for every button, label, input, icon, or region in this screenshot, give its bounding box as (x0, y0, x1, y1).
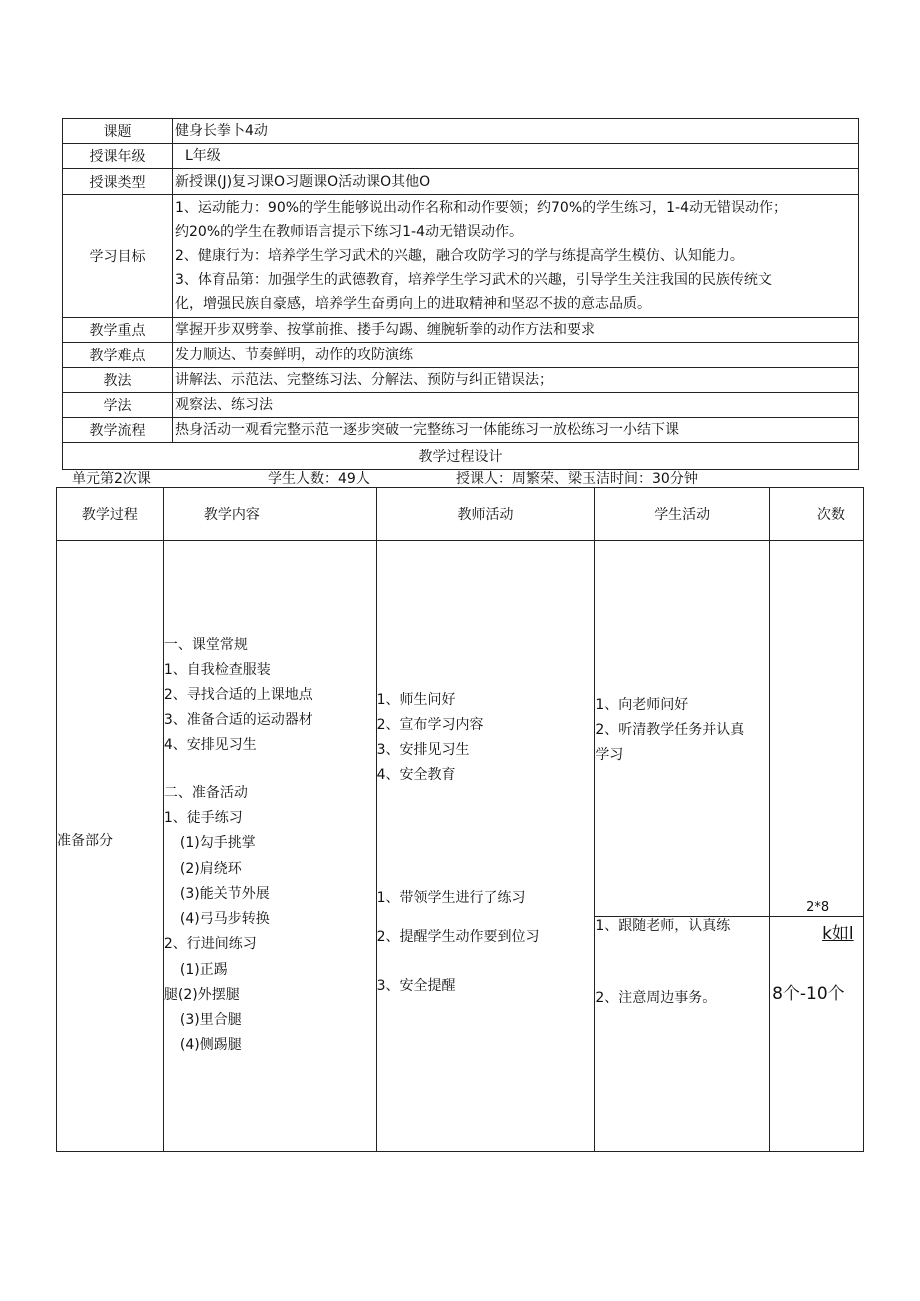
count-line: k如l (822, 924, 854, 944)
phase-label: 准备部分 (57, 833, 113, 849)
objective-line: 约20%的学生在教师语言提示下练习1-4动无错误动作。 (175, 224, 523, 240)
value-lesson-type: 新授课(J)复习课O习题课O活动课O其他O (173, 169, 859, 195)
objective-line: 化，增强民族自豪感，培养学生奋勇向上的进取精神和坚忍不拔的意志品质。 (175, 296, 651, 312)
label-topic: 课题 (63, 119, 173, 144)
value-difficulties: 发力顺达、节奏鲜明，动作的攻防演练 (173, 343, 859, 368)
teacher-line: 4、安全教育 (376, 767, 456, 783)
lesson-meta-row (72, 468, 872, 488)
value-learning-method: 观察法、练习法 (173, 393, 859, 418)
content-cell (163, 541, 376, 1152)
content-line: (3)能关节外展 (179, 886, 270, 902)
value-teaching-method: 讲解法、示范法、完整练习法、分解法、预防与纠正错误法； (173, 368, 859, 393)
value-teaching-flow: 热身活动一观看完整示范一逐步突破一完整练习一体能练习一放松练习一小结下课 (173, 418, 859, 443)
teaching-process-table (56, 487, 864, 1152)
unit-text: 单元第2次课 (72, 471, 151, 487)
header-student: 学生活动 (595, 488, 770, 541)
content-line: 1、徒手练习 (163, 810, 243, 826)
teacher-line: 1、师生问好 (376, 692, 456, 708)
content-line: 腿(2)外摆腿 (163, 987, 240, 1003)
teacher-time-text: 授课人：周繁荣、梁玉洁时间：30分钟 (456, 471, 698, 487)
count-divider (595, 916, 863, 917)
content-line: (1)勾手挑掌 (179, 835, 256, 851)
design-title: 教学过程设计 (63, 443, 859, 470)
objective-line: 2、健康行为：培养学生学习武术的兴趣，融合攻防学习的学与练提高学生模仿、认知能力。 (175, 248, 744, 264)
label-lesson-type: 授课类型 (63, 169, 173, 195)
header-teacher: 教师活动 (376, 488, 595, 541)
label-key-points: 教学重点 (63, 318, 173, 343)
content-line: (3)里合腿 (179, 1012, 242, 1028)
count-line: 2*8 (806, 900, 830, 915)
teacher-line: 3、安全提醒 (376, 978, 456, 994)
content-line: (4)侧踢腿 (179, 1037, 242, 1053)
teacher-line: 3、安排见习生 (376, 742, 470, 758)
value-key-points: 掌握开步双劈拳、按掌前推、搂手勾踢、缠腕斩拳的动作方法和要求 (173, 318, 859, 343)
teacher-line: 2、提醒学生动作要到位习 (376, 929, 540, 945)
teacher-line: 2、宣布学习内容 (376, 717, 484, 733)
student-line: 2、注意周边事务。 (595, 990, 717, 1006)
header-count: 次数 (770, 488, 864, 541)
header-content: 教学内容 (163, 488, 376, 541)
student-line: 1、跟随老师，认真练 (595, 918, 731, 934)
teacher-line: 1、带领学生进行了练习 (376, 890, 526, 906)
value-grade: L年级 (173, 144, 859, 169)
label-teaching-method: 教法 (63, 368, 173, 393)
content-line: (4)弓马步转换 (179, 911, 270, 927)
content-line: 3、准备合适的运动器材 (163, 712, 313, 728)
student-line: 1、向老师问好 (595, 697, 689, 713)
student-activity-cell (595, 541, 770, 1152)
content-line: 4、安排见习生 (163, 737, 257, 753)
students-text: 学生人数：49人 (268, 471, 370, 487)
value-objectives (173, 195, 859, 318)
content-line: 1、自我检查服装 (163, 662, 271, 678)
objective-line: 3、体育品第：加强学生的武德教育，培养学生学习武术的兴趣，引导学生关注我国的民族传统文 (175, 272, 772, 288)
count-line: 8个-10个 (772, 984, 845, 1004)
content-line: (1)正踢 (179, 962, 228, 978)
label-objectives: 学习目标 (63, 195, 173, 318)
header-process: 教学过程 (57, 488, 164, 541)
content-line: 2、寻找合适的上课地点 (163, 687, 313, 703)
lesson-info-table (62, 118, 859, 470)
value-topic: 健身长拳卜4动 (173, 119, 859, 144)
count-cell (770, 541, 864, 1152)
content-line: 二、准备活动 (163, 785, 248, 801)
student-line: 2、听清教学任务并认真 (595, 722, 745, 738)
phase-cell (57, 541, 164, 1152)
content-line: (2)肩绕环 (179, 861, 242, 877)
label-teaching-flow: 教学流程 (63, 418, 173, 443)
label-grade: 授课年级 (63, 144, 173, 169)
label-learning-method: 学法 (63, 393, 173, 418)
content-line: 一、课堂常规 (163, 637, 248, 653)
label-difficulties: 教学难点 (63, 343, 173, 368)
student-line: 学习 (595, 747, 624, 763)
teacher-activity-cell (376, 541, 595, 1152)
objective-line: 1、运动能力：90%的学生能够说出动作名称和动作要领；约70%的学生练习，1-4动无错误动作； (175, 200, 788, 216)
content-line: 2、行进间练习 (163, 936, 257, 952)
